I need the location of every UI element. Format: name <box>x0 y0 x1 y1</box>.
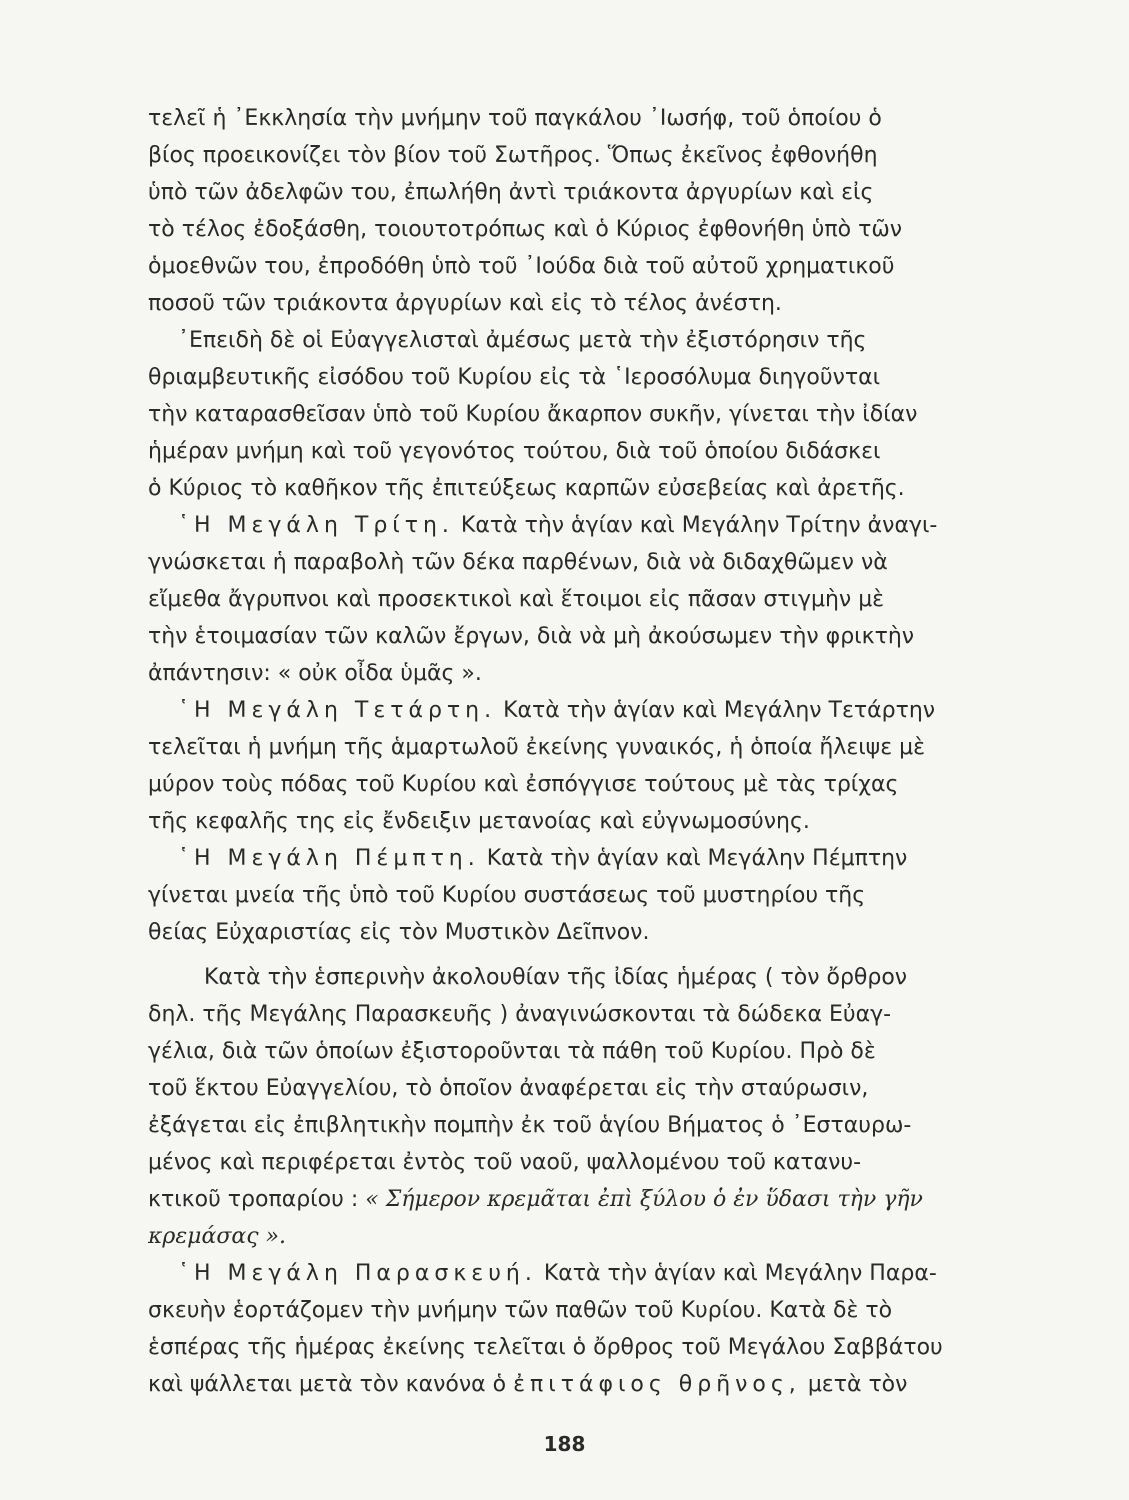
text-line: γίνεται μνεία τῆς ὑπὸ τοῦ Κυρίου συστάσεως τοῦ μυστηρίου τῆς <box>148 883 866 908</box>
troparion-quote: « Σήμερον κρεμᾶται ἐπὶ ξύλου ὁ ἐν ὕδασι τὴν γῆν <box>365 1187 923 1212</box>
last-line-start: καὶ ψάλλεται μετὰ τὸν κανόνα ὁ <box>148 1372 507 1397</box>
wednesday-heading: ῾Η Μεγάλη Τετάρτη. <box>178 698 497 723</box>
text-line: τελεῖται ἡ μνήμη τῆς ἁμαρτωλοῦ ἐκείνης γυναικός, ἡ ὁποία ἤλειψε μὲ <box>148 735 925 760</box>
text-line: ἡμέραν μνήμη καὶ τοῦ γεγονότος τούτου, διὰ τοῦ ὁποίου διδάσκει <box>148 439 881 464</box>
text-line: τοῦ ἕκτου Εὐαγγελίου, τὸ ὁποῖον ἀναφέρεται εἰς τὴν σταύρωσιν, <box>148 1076 869 1101</box>
text-line: θριαμβευτικῆς εἰσόδου τοῦ Κυρίου εἰς τὰ ῾Ιεροσόλυμα διηγοῦνται <box>148 365 881 390</box>
wednesday-line <box>148 692 1016 729</box>
text-line: Κατὰ τὴν ἑσπερινὴν ἀκολουθίαν τῆς ἰδίας ἡμέρας ( τὸν ὄρθρον <box>204 965 908 990</box>
text-line: τὸ τέλος ἐδοξάσθη, τοιουτοτρόπως καὶ ὁ Κύριος ἐφθονήθη ὑπὸ τῶν <box>148 217 903 242</box>
tuesday-text: Κατὰ τὴν ἁγίαν καὶ Μεγάλην Τρίτην ἀναγι- <box>460 513 938 538</box>
text-line: μένος καὶ περιφέρεται ἐντὸς τοῦ ναοῦ, ψαλλομένου τοῦ κατανυ- <box>148 1150 862 1175</box>
text-line: κρεμάσας ». <box>148 1224 286 1249</box>
text-line: γνώσκεται ἡ παραβολὴ τῶν δέκα παρθένων, διὰ νὰ διδαχθῶμεν νὰ <box>148 550 888 575</box>
text-line: τελεῖ ἡ ᾿Εκκλησία τὴν μνήμην τοῦ παγκάλου ᾿Ιωσήφ, τοῦ ὁποίου ὁ <box>148 106 882 131</box>
thursday-line <box>148 840 1016 877</box>
text-line: γέλια, διὰ τῶν ὁποίων ἐξιστοροῦνται τὰ πάθη τοῦ Κυρίου. Πρὸ δὲ <box>148 1039 876 1064</box>
text-line: ὑπὸ τῶν ἀδελφῶν του, ἐπωλήθη ἀντὶ τριάκοντα ἀργυρίων καὶ εἰς <box>148 180 874 205</box>
text-line: ἐξάγεται εἰς ἐπιβλητικὴν πομπὴν ἐκ τοῦ ἁγίου Βήματος ὁ ᾿Εσταυρω- <box>148 1113 912 1138</box>
text-line: ποσοῦ τῶν τριάκοντα ἀργυρίων καὶ εἰς τὸ τέλος ἀνέστη. <box>148 291 782 316</box>
text-line: ἀπάντησιν: « οὐκ οἶδα ὑμᾶς ». <box>148 661 482 686</box>
body-text <box>148 100 1016 1403</box>
friday-text: Κατὰ τὴν ἁγίαν καὶ Μεγάλην Παρα- <box>543 1261 937 1286</box>
text-line: ἑσπέρας τῆς ἡμέρας ἐκείνης τελεῖται ὁ ὄρθρος τοῦ Μεγάλου Σαββάτου <box>148 1335 943 1360</box>
thursday-heading: ῾Η Μεγάλη Πέμπτη. <box>178 846 480 871</box>
text-line: τὴν καταρασθεῖσαν ὑπὸ τοῦ Κυρίου ἄκαρπον συκῆν, γίνεται τὴν ἰδίαν <box>148 402 918 427</box>
tuesday-line <box>148 507 1016 544</box>
text-line: ᾿Επειδὴ δὲ οἱ Εὐαγγελισταὶ ἀμέσως μετὰ τὴν ἐξιστόρησιν τῆς <box>178 328 867 353</box>
epitaph-lament: ἐπιτάφιος θρῆνος, <box>513 1372 801 1397</box>
thursday-text: Κατὰ τὴν ἁγίαν καὶ Μεγάλην Πέμπτην <box>486 846 908 871</box>
text-line: ὁ Κύριος τὸ καθῆκον τῆς ἐπιτεύξεως καρπῶν εὐσεβείας καὶ ἀρετῆς. <box>148 476 905 501</box>
friday-heading: ῾Η Μεγάλη Παρασκευή. <box>178 1261 537 1286</box>
paragraph-gap <box>148 951 1016 959</box>
troparion-line <box>148 1181 1016 1218</box>
page-number: 188 <box>543 1432 586 1456</box>
wednesday-text: Κατὰ τὴν ἁγίαν καὶ Μεγάλην Τετάρτην <box>503 698 936 723</box>
troparion-intro: κτικοῦ τροπαρίου : <box>148 1187 359 1212</box>
text-line: βίος προεικονίζει τὸν βίον τοῦ Σωτῆρος. Ὅπως ἐκεῖνος ἐφθονήθη <box>148 143 878 168</box>
text-line: μύρον τοὺς πόδας τοῦ Κυρίου καὶ ἐσπόγγισε τούτους μὲ τὰς τρίχας <box>148 772 899 797</box>
text-line: εἴμεθα ἄγρυπνοι καὶ προσεκτικοὶ καὶ ἕτοιμοι εἰς πᾶσαν στιγμὴν μὲ <box>148 587 885 612</box>
text-line: τῆς κεφαλῆς της εἰς ἔνδειξιν μετανοίας καὶ εὐγνωμοσύνης. <box>148 809 810 834</box>
last-line-end: μετὰ τὸν <box>807 1372 908 1397</box>
text-line: δηλ. τῆς Μεγάλης Παρασκευῆς ) ἀναγινώσκονται τὰ δώδεκα Εὐαγ- <box>148 1002 892 1027</box>
last-line <box>148 1366 1016 1403</box>
text-line: ὁμοεθνῶν του, ἐπροδόθη ὑπὸ τοῦ ᾿Ιούδα διὰ τοῦ αὐτοῦ χρηματικοῦ <box>148 254 895 279</box>
text-line: θείας Εὐχαριστίας εἰς τὸν Μυστικὸν Δεῖπνον. <box>148 920 650 945</box>
text-line: σκευὴν ἑορτάζομεν τὴν μνήμην τῶν παθῶν τοῦ Κυρίου. Κατὰ δὲ τὸ <box>148 1298 893 1323</box>
tuesday-heading: ῾Η Μεγάλη Τρίτη. <box>178 513 454 538</box>
friday-line <box>148 1255 1016 1292</box>
text-line: τὴν ἑτοιμασίαν τῶν καλῶν ἔργων, διὰ νὰ μὴ ἀκούσωμεν τὴν φρικτὴν <box>148 624 915 649</box>
